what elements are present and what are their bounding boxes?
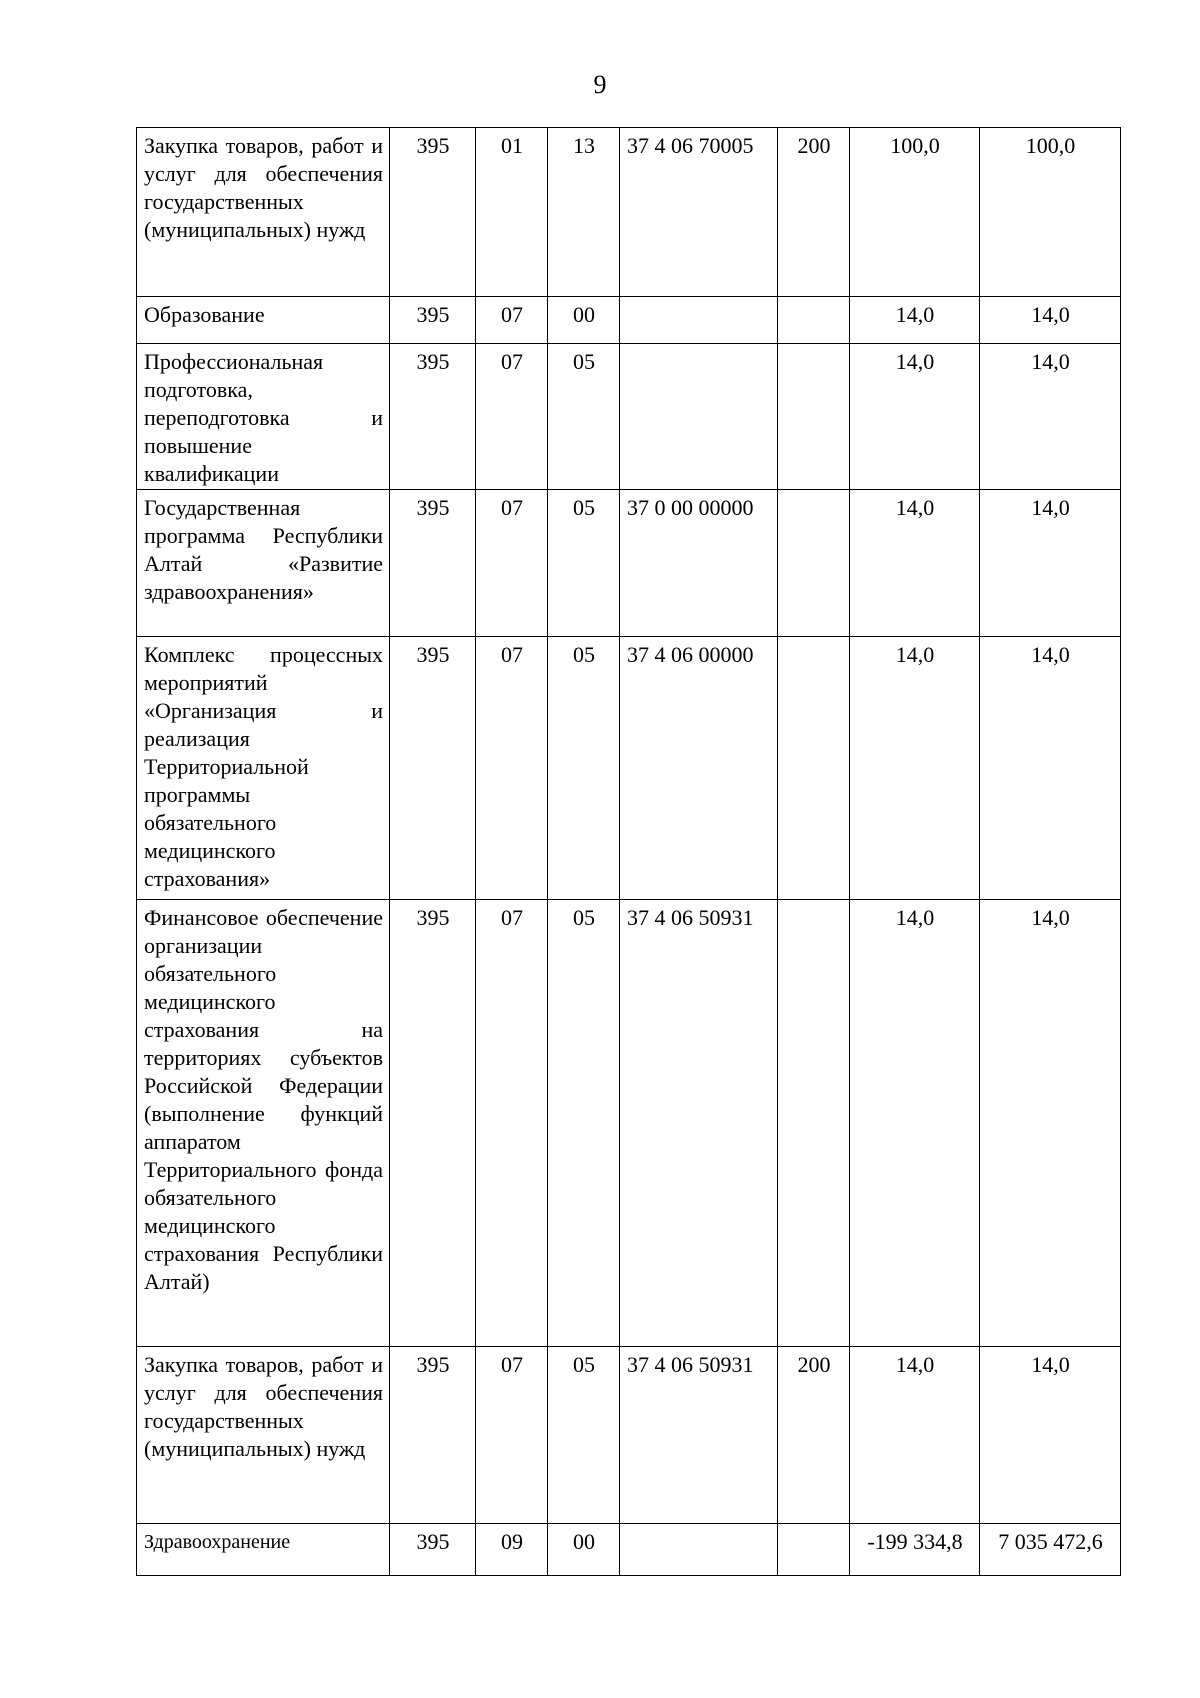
target-code — [620, 1524, 778, 1576]
total-amount: 100,0 — [980, 128, 1121, 297]
change-amount: -199 334,8 — [850, 1524, 980, 1576]
total-amount: 14,0 — [980, 344, 1121, 490]
expense-type-code — [778, 637, 850, 900]
admin-code: 395 — [390, 1347, 476, 1524]
subsection-code: 05 — [548, 900, 620, 1347]
total-amount: 14,0 — [980, 490, 1121, 637]
row-name: Закупка товаров, работ и услуг для обеспечения государственных (муниципальных) нужд — [137, 128, 390, 297]
admin-code: 395 — [390, 1524, 476, 1576]
change-amount: 14,0 — [850, 900, 980, 1347]
subsection-code: 05 — [548, 637, 620, 900]
total-amount: 7 035 472,6 — [980, 1524, 1121, 1576]
expense-type-code — [778, 1524, 850, 1576]
target-code: 37 4 06 70005 — [620, 128, 778, 297]
target-code: 37 0 00 00000 — [620, 490, 778, 637]
total-amount: 14,0 — [980, 297, 1121, 344]
row-name: Профессиональная подготовка, переподготовка и повышение квалификации — [137, 344, 390, 490]
table-row — [137, 128, 1121, 297]
total-amount: 14,0 — [980, 900, 1121, 1347]
section-code: 07 — [476, 297, 548, 344]
admin-code: 395 — [390, 297, 476, 344]
section-code: 07 — [476, 1347, 548, 1524]
row-name: Здравоохранение — [137, 1524, 390, 1576]
section-code: 01 — [476, 128, 548, 297]
admin-code: 395 — [390, 637, 476, 900]
expense-type-code — [778, 344, 850, 490]
target-code: 37 4 06 00000 — [620, 637, 778, 900]
table-row — [137, 297, 1121, 344]
section-code: 07 — [476, 900, 548, 1347]
table-row — [137, 1347, 1121, 1524]
section-code: 07 — [476, 344, 548, 490]
target-code — [620, 297, 778, 344]
expense-type-code — [778, 490, 850, 637]
change-amount: 14,0 — [850, 297, 980, 344]
subsection-code: 05 — [548, 344, 620, 490]
change-amount: 14,0 — [850, 1347, 980, 1524]
subsection-code: 00 — [548, 297, 620, 344]
admin-code: 395 — [390, 344, 476, 490]
target-code: 37 4 06 50931 — [620, 900, 778, 1347]
subsection-code: 05 — [548, 1347, 620, 1524]
expense-type-code: 200 — [778, 1347, 850, 1524]
row-name: Государственная программа Республики Алтай «Развитие здравоохранения» — [137, 490, 390, 637]
table-row — [137, 490, 1121, 637]
budget-table — [136, 127, 1121, 1576]
expense-type-code — [778, 297, 850, 344]
row-name: Закупка товаров, работ и услуг для обеспечения государственных (муниципальных) нужд — [137, 1347, 390, 1524]
section-code: 07 — [476, 637, 548, 900]
change-amount: 100,0 — [850, 128, 980, 297]
row-name: Финансовое обеспечение организации обязательного медицинского страхования на территориях субъектов Российской Федерации (выполнение функций аппаратом Территориального фонда обязательного медицинского страхования Республики Алтай) — [137, 900, 390, 1347]
target-code — [620, 344, 778, 490]
admin-code: 395 — [390, 900, 476, 1347]
total-amount: 14,0 — [980, 637, 1121, 900]
total-amount: 14,0 — [980, 1347, 1121, 1524]
table-row — [137, 637, 1121, 900]
target-code: 37 4 06 50931 — [620, 1347, 778, 1524]
admin-code: 395 — [390, 128, 476, 297]
subsection-code: 13 — [548, 128, 620, 297]
subsection-code: 00 — [548, 1524, 620, 1576]
table-row — [137, 1524, 1121, 1576]
table-row — [137, 344, 1121, 490]
expense-type-code: 200 — [778, 128, 850, 297]
table-row — [137, 900, 1121, 1347]
row-name: Комплекс процессных мероприятий «Организация и реализация Территориальной программы обязательного медицинского страхования» — [137, 637, 390, 900]
page-number: 9 — [593, 70, 607, 99]
row-name: Образование — [137, 297, 390, 344]
expense-type-code — [778, 900, 850, 1347]
section-code: 07 — [476, 490, 548, 637]
change-amount: 14,0 — [850, 637, 980, 900]
section-code: 09 — [476, 1524, 548, 1576]
change-amount: 14,0 — [850, 490, 980, 637]
change-amount: 14,0 — [850, 344, 980, 490]
admin-code: 395 — [390, 490, 476, 637]
subsection-code: 05 — [548, 490, 620, 637]
